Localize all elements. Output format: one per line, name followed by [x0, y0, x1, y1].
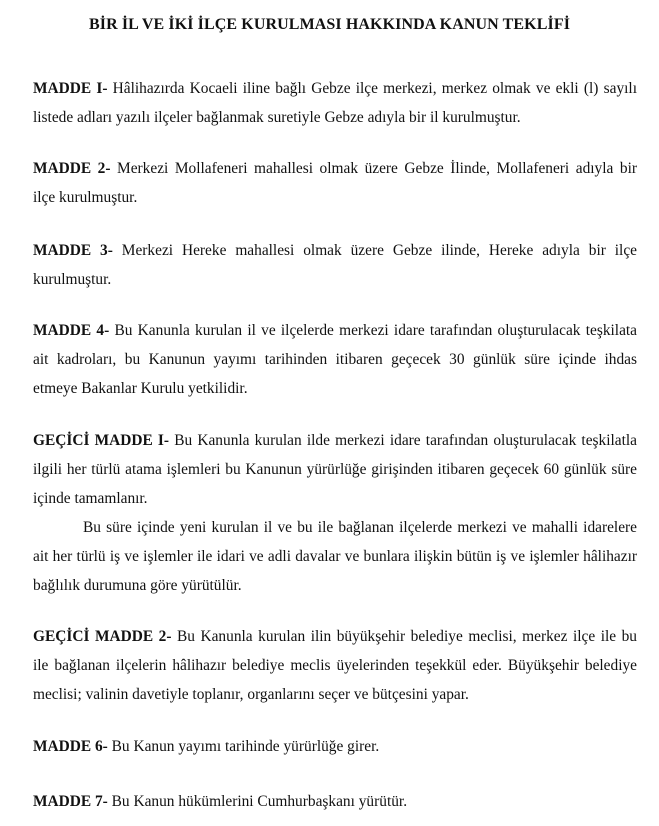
article-line: meclisi; valinin davetiyle toplanır, organlarını seçer ve bütçesini yapar. [33, 686, 469, 703]
article-line: ile bağlanan ilçelerin hâlihazır belediye meclis üyelerinden teşekkül eder. Büyükşehir belediye [33, 657, 637, 674]
article-line: bağlılık durumuna göre yürütülür. [33, 577, 242, 594]
article-line [33, 236, 637, 265]
temporary-article-2 [33, 622, 637, 709]
article-text: Hâlihazırda Kocaeli iline bağlı Gebze ilçe merkezi, merkez olmak ve ekli (l) sayılı [107, 80, 637, 97]
article-line [33, 622, 637, 651]
article-line [33, 154, 637, 183]
article-text: Bu Kanun hükümlerini Cumhurbaşkanı yürütür. [107, 793, 408, 810]
article-text: Bu Kanunla kurulan il ve ilçelerde merkezi idare tarafından oluşturulacak teşkilata [109, 322, 638, 339]
article-text: Bu Kanun yayımı tarihinde yürürlüğe girer. [107, 738, 380, 755]
article-line [33, 316, 637, 345]
article-line: içinde tamamlanır. [33, 490, 148, 507]
article-label: MADDE 2- [33, 160, 111, 177]
article-7 [33, 787, 637, 816]
article-text: Merkezi Mollafeneri mahallesi olmak üzere Gebze İlinde, Mollafeneri adıyla bir [110, 160, 637, 177]
article-line: kurulmuştur. [33, 271, 112, 288]
article-label: MADDE 3- [33, 242, 113, 259]
article-label: MADDE 4- [33, 322, 110, 339]
article-line [33, 787, 637, 816]
article-text: Bu Kanunla kurulan ilde merkezi idare tarafından oluşturulacak teşkilatla [169, 432, 637, 449]
document-title: BİR İL VE İKİ İLÇE KURULMASI HAKKINDA KANUN TEKLİFİ [88, 16, 571, 33]
article-line: ilçe kurulmuştur. [33, 189, 138, 206]
article-line: ait kadroları, bu Kanunun yayımı tarihinden itibaren geçecek 30 günlük süre içinde ihdas [33, 351, 637, 368]
article-line: ait her türlü iş ve işlemler ile idari ve adli davalar ve bunlara ilişkin bütün iş ve işlemler hâlihazır [33, 548, 637, 565]
temporary-article-1 [33, 426, 637, 600]
article-1 [33, 74, 637, 132]
article-line [33, 426, 637, 455]
article-4 [33, 316, 637, 403]
article-3 [33, 236, 637, 294]
article-label: GEÇİCİ MADDE I- [33, 432, 170, 449]
article-line: ilgili her türlü atama işlemleri bu Kanunun yürürlüğe girişinden itibaren geçecek 60 günlük süre [33, 461, 637, 478]
article-text: Bu Kanunla kurulan ilin büyükşehir belediye meclisi, merkez ilçe ile bu [171, 628, 637, 645]
article-label: MADDE I- [33, 80, 108, 97]
article-label: MADDE 6- [33, 738, 108, 755]
article-label: GEÇİCİ MADDE 2- [33, 628, 172, 645]
article-line: etmeye Bakanlar Kurulu yetkilidir. [33, 380, 248, 397]
article-text: Merkezi Hereke mahallesi olmak üzere Gebze ilinde, Hereke adıyla bir ilçe [112, 242, 637, 259]
article-line [33, 732, 637, 761]
article-line: Bu süre içinde yeni kurulan il ve bu ile bağlanan ilçelerde merkezi ve mahalli idarelere [83, 519, 637, 536]
article-6 [33, 732, 637, 761]
article-line: listede adları yazılı ilçeler bağlanmak suretiyle Gebze adıyla bir il kurulmuştur. [33, 109, 521, 126]
article-line [33, 74, 637, 103]
article-label: MADDE 7- [33, 793, 108, 810]
article-2 [33, 154, 637, 212]
